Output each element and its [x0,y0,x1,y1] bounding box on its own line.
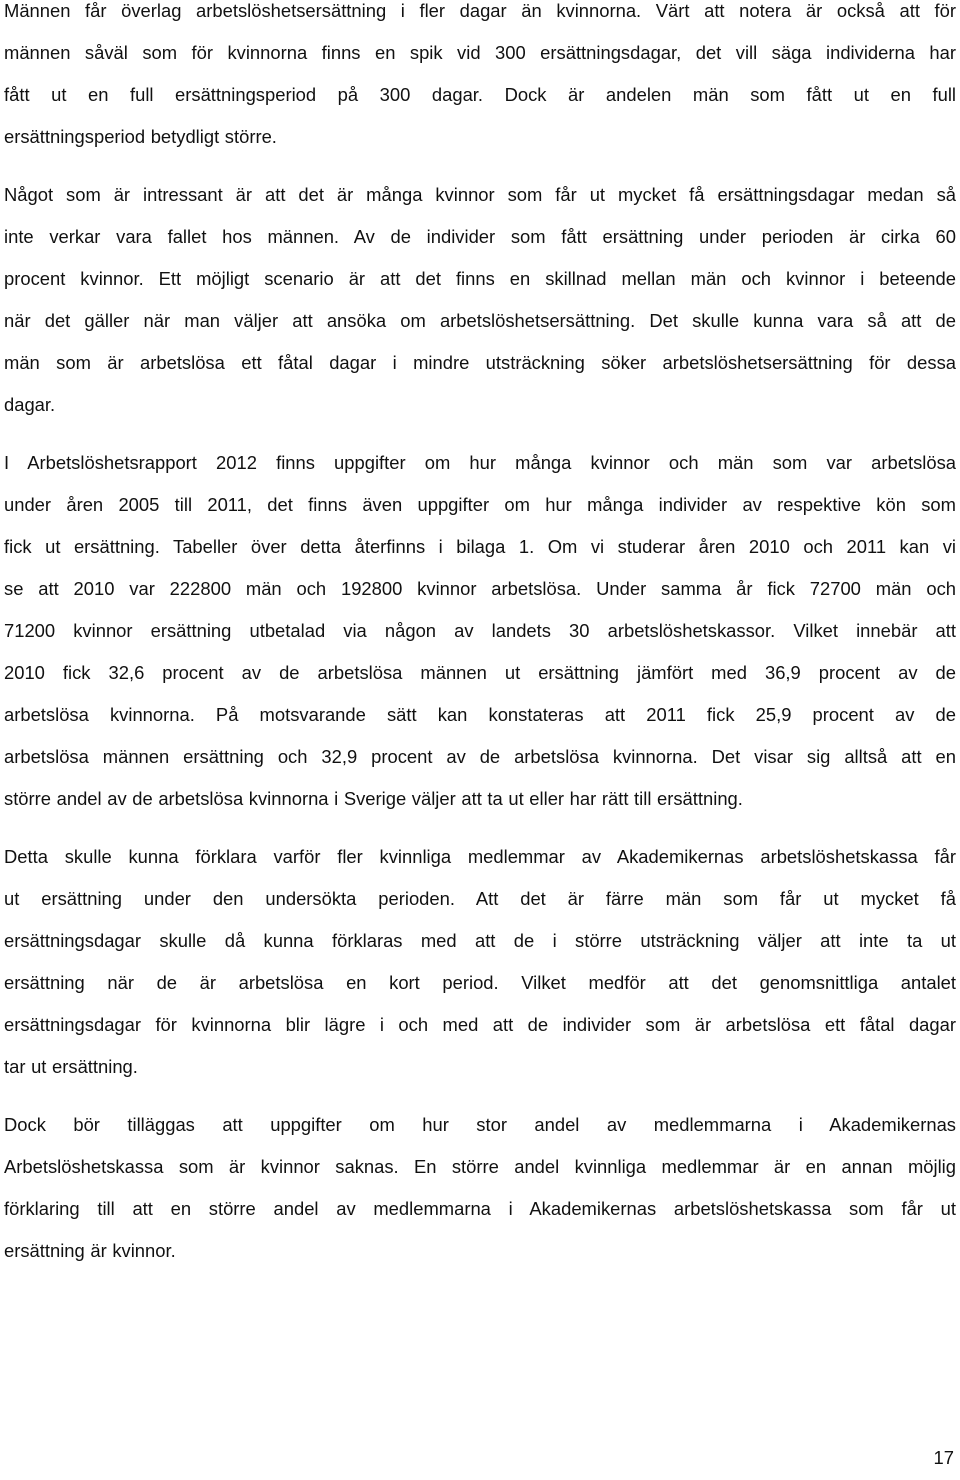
text-line: dagar. [4,394,56,415]
text-line: Något som är intressant är att det är många kvinnor som får ut mycket få ersättningsdagar medan så [4,184,956,205]
text-line: när det gäller när man väljer att ansöka om arbetslöshetsersättning. Det skulle kunna vara så att de [4,310,956,331]
text-line: procent kvinnor. Ett möjligt scenario är att det finns en skillnad mellan män och kvinnor i beteende [4,268,956,289]
text-line: männen såväl som för kvinnorna finns en spik vid 300 ersättningsdagar, det vill säga individerna har [4,42,956,63]
text-line: I Arbetslöshetsrapport 2012 finns uppgifter om hur många kvinnor och män som var arbetslösa [4,452,956,473]
text-line: ersättningsdagar skulle då kunna förklaras med att de i större utsträckning väljer att inte ta ut [4,930,956,951]
paragraph-3 [4,442,956,820]
text-line: fått ut en full ersättningsperiod på 300 dagar. Dock är andelen män som fått ut en full [4,84,956,105]
text-line: fick ut ersättning. Tabeller över detta återfinns i bilaga 1. Om vi studerar åren 2010 och 2011 kan vi [4,536,956,557]
text-line: förklaring till att en större andel av medlemmarna i Akademikernas arbetslöshetskassa som får ut [4,1198,956,1219]
text-line: 71200 kvinnor ersättning utbetalad via någon av landets 30 arbetslöshetskassor. Vilket innebär att [4,620,956,641]
text-line: tar ut ersättning. [4,1056,138,1077]
text-line: Dock bör tilläggas att uppgifter om hur stor andel av medlemmarna i Akademikernas [4,1114,956,1135]
text-line: ersättningsperiod betydligt större. [4,126,277,147]
paragraph-2 [4,174,956,426]
text-line: Detta skulle kunna förklara varför fler kvinnliga medlemmar av Akademikernas arbetslöshetskassa får [4,846,956,867]
text-line: ut ersättning under den undersökta perioden. Att det är färre män som får ut mycket få [4,888,956,909]
document-page [4,0,956,1272]
text-line: större andel av de arbetslösa kvinnorna i Sverige väljer att ta ut eller har rätt till ersättning. [4,788,743,809]
text-line: arbetslösa kvinnorna. På motsvarande sätt kan konstateras att 2011 fick 25,9 procent av de [4,704,956,725]
text-line: arbetslösa männen ersättning och 32,9 procent av de arbetslösa kvinnorna. Det visar sig alltså att en [4,746,956,767]
text-line: ersättningsdagar för kvinnorna blir lägre i och med att de individer som är arbetslösa ett fåtal dagar [4,1014,956,1035]
text-line: ersättning när de är arbetslösa en kort period. Vilket medför att det genomsnittliga antalet [4,972,956,993]
text-line: män som är arbetslösa ett fåtal dagar i mindre utsträckning söker arbetslöshetsersättning för dessa [4,352,956,373]
text-line: under åren 2005 till 2011, det finns även uppgifter om hur många individer av respektive kön som [4,494,956,515]
paragraph-5 [4,1104,956,1272]
text-line: 2010 fick 32,6 procent av de arbetslösa männen ut ersättning jämfört med 36,9 procent av de [4,662,956,683]
page-number: 17 [933,1447,954,1468]
text-line: Arbetslöshetskassa som är kvinnor saknas. En större andel kvinnliga medlemmar är en annan möjlig [4,1156,956,1177]
text-line: Männen får överlag arbetslöshetsersättning i fler dagar än kvinnorna. Värt att notera är också att för [4,0,956,21]
paragraph-1 [4,0,956,158]
text-line: ersättning är kvinnor. [4,1240,176,1261]
text-line: inte verkar vara fallet hos männen. Av de individer som fått ersättning under perioden är cirka 60 [4,226,956,247]
paragraph-4 [4,836,956,1088]
text-line: se att 2010 var 222800 män och 192800 kvinnor arbetslösa. Under samma år fick 72700 män och [4,578,956,599]
